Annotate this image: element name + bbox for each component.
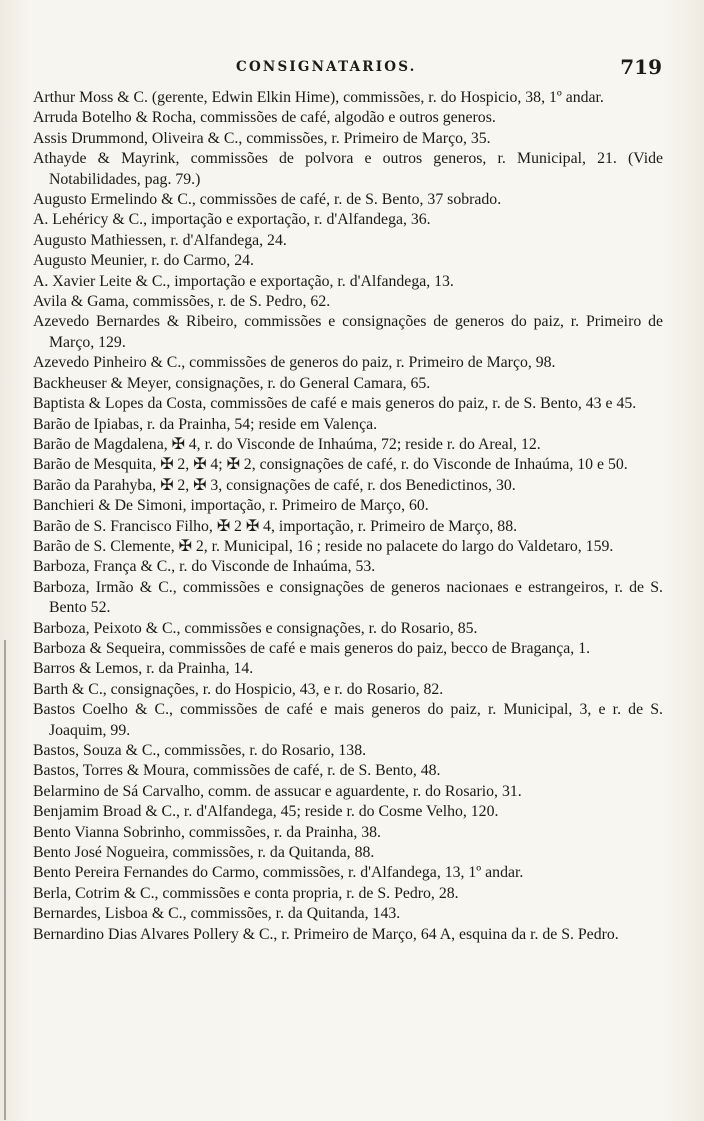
list-item: Barão de Mesquita, ✠ 2, ✠ 4; ✠ 2, consignações de café, r. do Visconde de Inhaúma, 10 e 50. xyxy=(33,456,628,474)
list-item: Bastos Coelho & C., commissões de café e mais generos do paiz, r. Municipal, 3, e r. de S. Joaquim, 99. xyxy=(33,701,663,739)
list-item: Bastos, Torres & Moura, commissões de café, r. de S. Bento, 48. xyxy=(33,762,441,780)
list-item: Benjamim Broad & C., r. d'Alfandega, 45; reside r. do Cosme Velho, 120. xyxy=(33,803,499,821)
list-item: Belarmino de Sá Carvalho, comm. de assucar e aguardente, r. do Rosario, 31. xyxy=(33,782,522,800)
page-number: 719 xyxy=(620,55,662,79)
list-item: Barboza, França & C., r. do Visconde de Inhaúma, 53. xyxy=(33,558,376,576)
list-item: Barboza, Peixoto & C., commissões e consignações, r. do Rosario, 85. xyxy=(33,619,478,637)
list-item: Azevedo Bernardes & Ribeiro, commissões e consignações de generos do paiz, r. Primeiro de Março, 129. xyxy=(33,313,663,351)
list-item: Bento José Nogueira, commissões, r. da Quitanda, 88. xyxy=(33,844,375,862)
list-item: Bento Pereira Fernandes do Carmo, commissões, r. d'Alfandega, 13, 1º andar. xyxy=(33,864,524,882)
list-item: A. Xavier Leite & C., importação e exportação, r. d'Alfandega, 13. xyxy=(33,272,454,290)
list-item: Barão de S. Clemente, ✠ 2, r. Municipal, 16 ; reside no palacete do largo do Valdetaro, 159. xyxy=(33,537,614,555)
list-item: Bernardino Dias Alvares Pollery & C., r. Primeiro de Março, 64 A, esquina da r. de S. Pedro. xyxy=(33,925,619,943)
list-item: Bernardes, Lisboa & C., commissões, r. da Quitanda, 143. xyxy=(33,905,401,923)
list-item: Bento Vianna Sobrinho, commissões, r. da Prainha, 38. xyxy=(33,823,382,841)
list-item: Avila & Gama, commissões, r. de S. Pedro, 62. xyxy=(33,293,331,311)
list-item: A. Lehéricy & C., importação e exportação, r. d'Alfandega, 36. xyxy=(33,211,431,229)
list-item: Augusto Mathiessen, r. d'Alfandega, 24. xyxy=(33,231,287,249)
list-item: Arthur Moss & C. (gerente, Edwin Elkin Hime), commissões, r. do Hospicio, 38, 1º andar. xyxy=(33,89,604,106)
list-item: Baptista & Lopes da Costa, commissões de café e mais generos do paiz, r. de S. Bento, 43 e 45. xyxy=(33,395,637,413)
list-item: Azevedo Pinheiro & C., commissões de generos do paiz, r. Primeiro de Março, 98. xyxy=(33,354,556,372)
page-edge-shadow xyxy=(4,640,6,1120)
list-item: Barão de Ipiabas, r. da Prainha, 54; reside em Valença. xyxy=(33,415,378,433)
list-item: Barão da Parahyba, ✠ 2, ✠ 3, consignações de café, r. dos Benedictinos, 30. xyxy=(33,476,516,494)
page-header xyxy=(0,55,704,85)
list-item: Backheuser & Meyer, consignações, r. do General Camara, 65. xyxy=(33,374,431,392)
list-item: Berla, Cotrim & C., commissões e conta propria, r. de S. Pedro, 28. xyxy=(33,884,459,902)
entry-list xyxy=(33,88,663,945)
list-item: Barboza & Sequeira, commissões de café e mais generos do paiz, becco de Bragança, 1. xyxy=(33,639,591,657)
list-item: Bastos, Souza & C., commissões, r. do Rosario, 138. xyxy=(33,742,367,759)
list-item: Augusto Ermelindo & C., commissões de café, r. de S. Bento, 37 sobrado. xyxy=(33,191,502,209)
list-item: Barros & Lemos, r. da Prainha, 14. xyxy=(33,660,254,678)
list-item: Arruda Botelho & Rocha, commissões de café, algodão e outros generos. xyxy=(33,109,496,127)
list-item: Barão de Magdalena, ✠ 4, r. do Visconde de Inhaúma, 72; reside r. do Areal, 12. xyxy=(33,435,541,453)
list-item: Barão de S. Francisco Filho, ✠ 2 ✠ 4, importação, r. Primeiro de Março, 88. xyxy=(33,517,518,535)
section-title: CONSIGNATARIOS. xyxy=(236,59,417,75)
list-item: Assis Drummond, Oliveira & C., commissões, r. Primeiro de Março, 35. xyxy=(33,129,491,147)
list-item: Augusto Meunier, r. do Carmo, 24. xyxy=(33,252,254,270)
list-item: Barth & C., consignações, r. do Hospicio, 43, e r. do Rosario, 82. xyxy=(33,680,444,698)
list-item: Athayde & Mayrink, commissões de polvora e outros generos, r. Municipal, 21. (Vide Notabilidades, pag. 79.) xyxy=(33,150,663,188)
list-item: Banchieri & De Simoni, importação, r. Primeiro de Março, 60. xyxy=(33,497,429,515)
list-item: Barboza, Irmão & C., commissões e consignações de generos nacionaes e estrangeiros, r. de S. Bento 52. xyxy=(33,578,663,617)
